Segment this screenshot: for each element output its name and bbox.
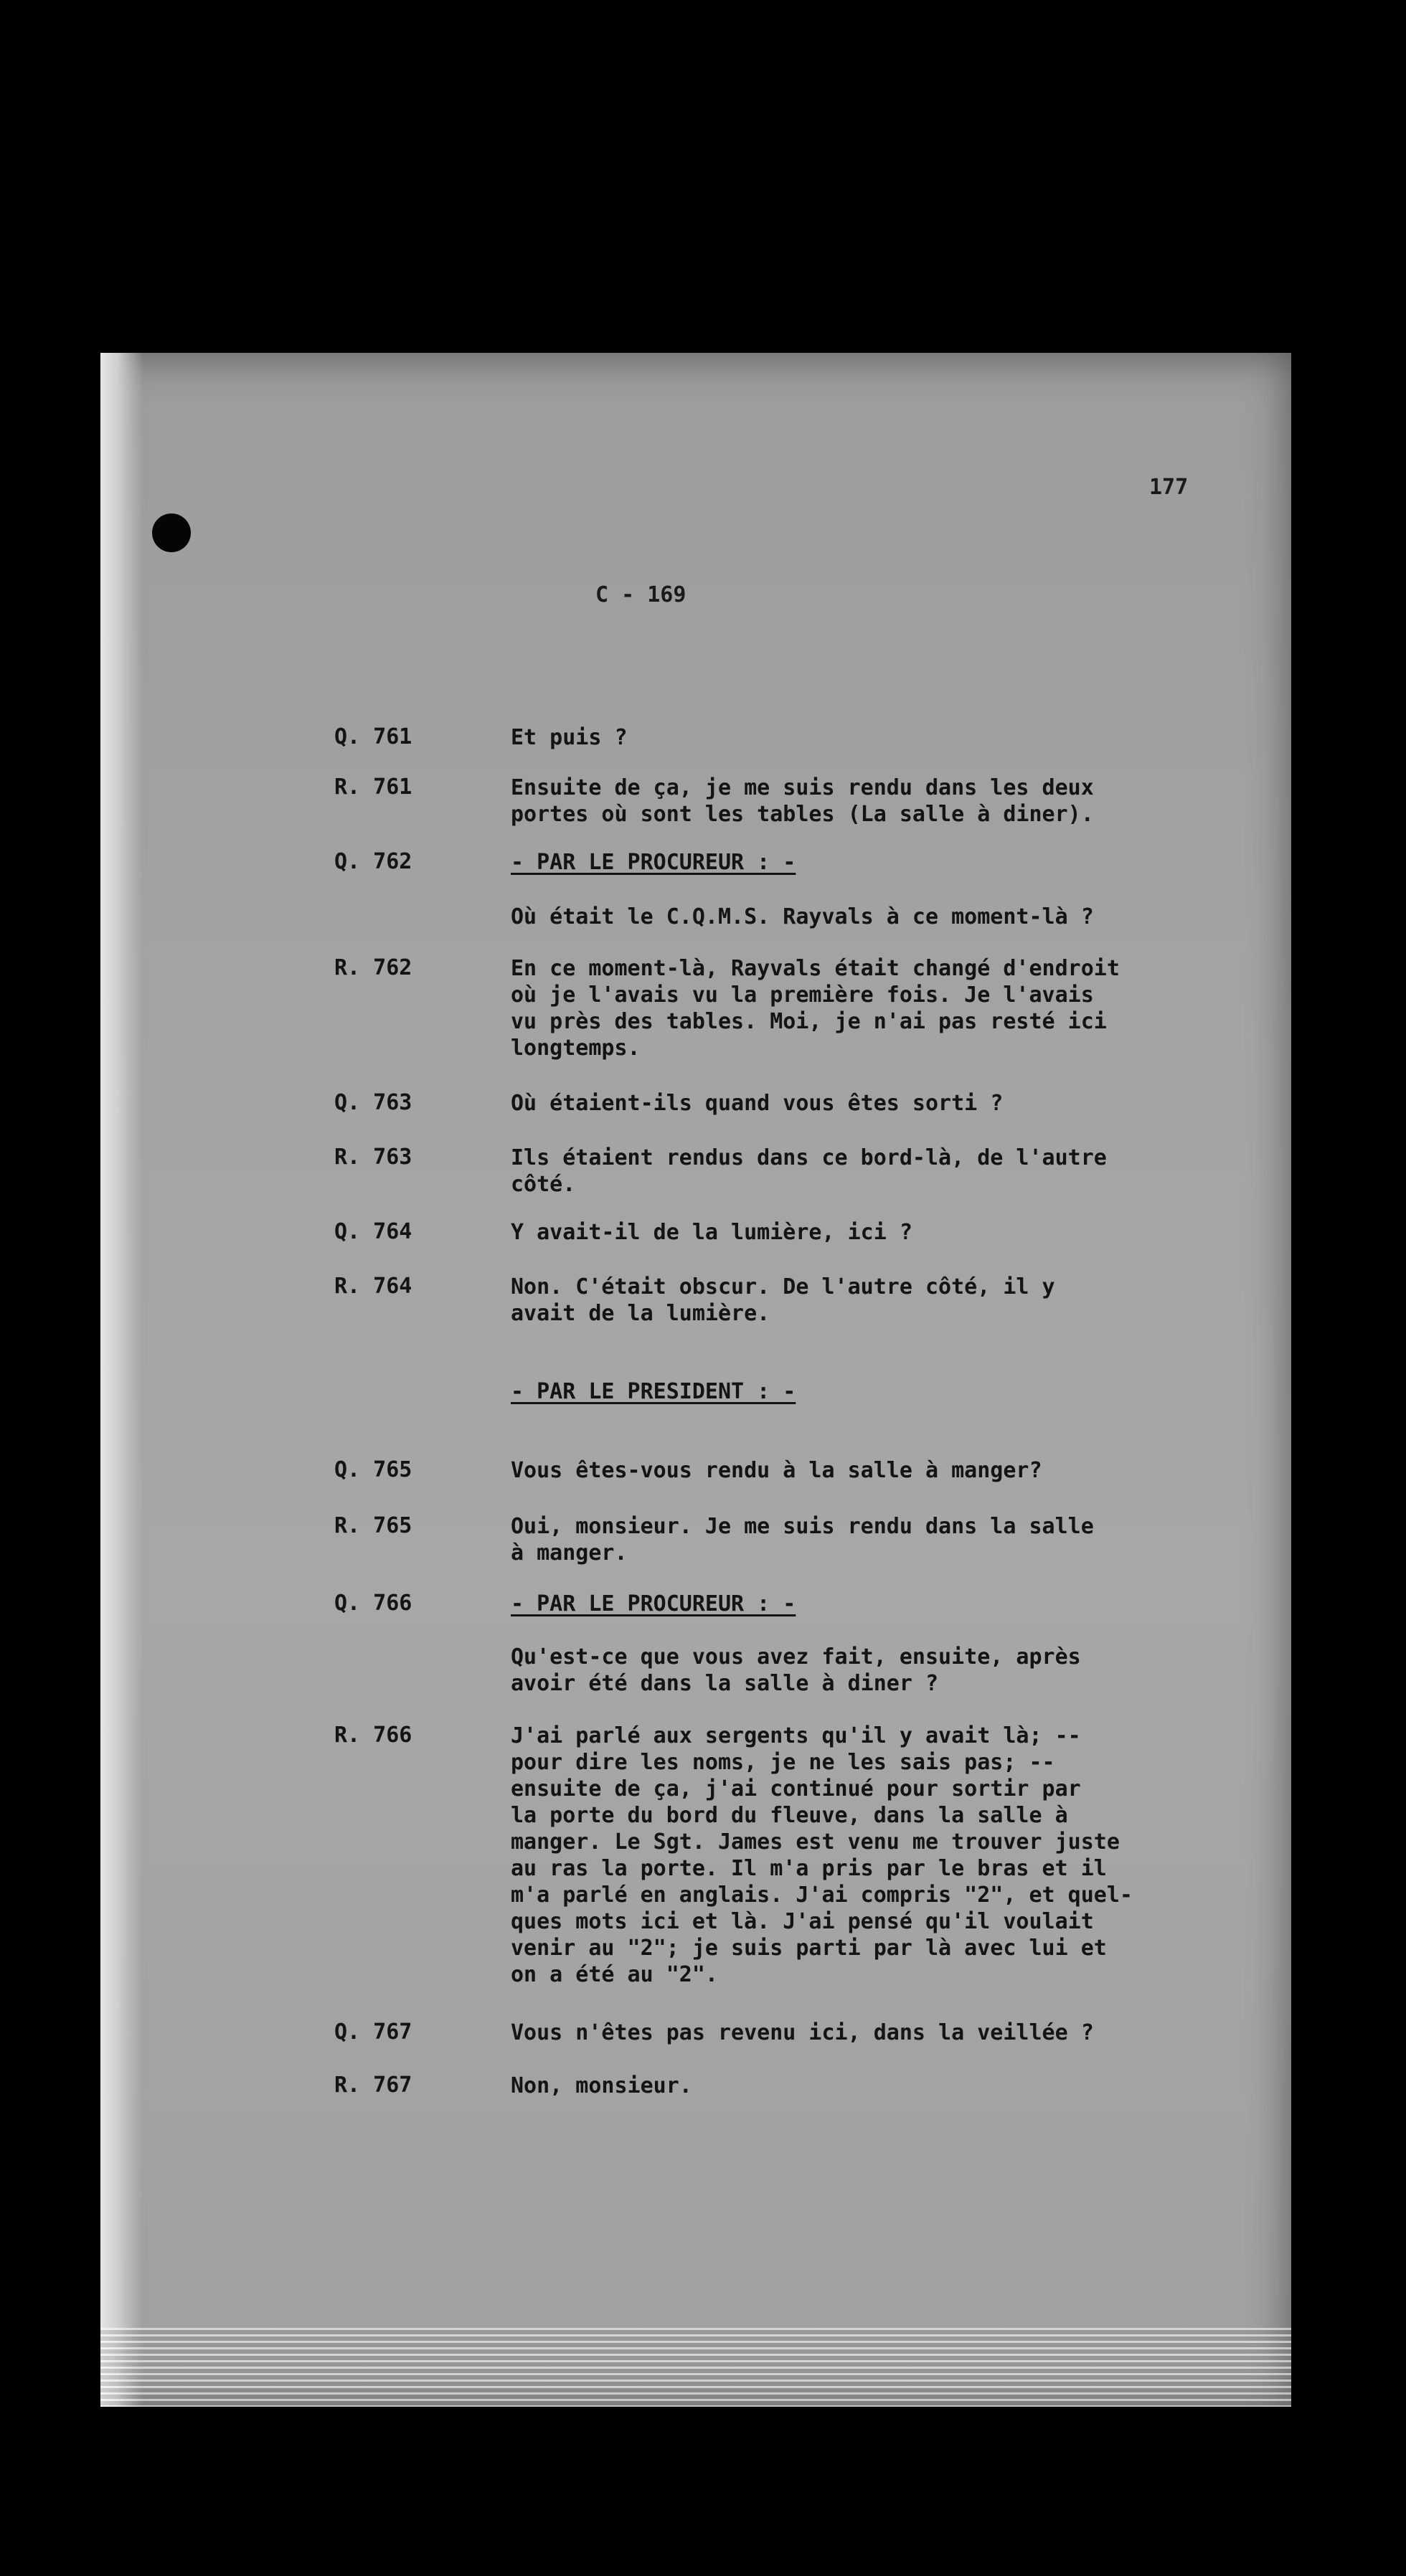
punch-hole-mark [152,513,191,552]
entry-text: Où était le C.Q.M.S. Rayvals à ce moment-là ? [511,904,1094,929]
entry-text: Où étaient-ils quand vous êtes sorti ? [511,1091,1004,1116]
entry-label: Q. 767 [334,2019,412,2045]
entry-text: Ils étaient rendus dans ce bord-là, de l'autre côté. [511,1145,1107,1197]
entry-text: Et puis ? [511,725,628,750]
file-reference: C - 169 [595,582,687,607]
entry-text: En ce moment-là, Rayvals était changé d'endroit où je l'avais vu la première fois. Je l'avais vu près des tables. Moi, je n'ai pas resté ici longtemps. [511,956,1120,1061]
entry-text: Ensuite de ça, je me suis rendu dans les deux portes où sont les tables (La salle à diner). [511,775,1094,827]
entry-label: R. 762 [334,955,412,980]
entry-label: Q. 764 [334,1219,412,1244]
section-heading-president: - PAR LE PRESIDENT : - [511,1379,796,1404]
entry-text: Y avait-il de la lumière, ici ? [511,1220,912,1245]
entry-text: Qu'est-ce que vous avez fait, ensuite, après avoir été dans la salle à diner ? [511,1644,1081,1696]
entry-label: Q. 765 [334,1457,412,1482]
entry-label: R. 767 [334,2073,412,2098]
entry-text: Vous êtes-vous rendu à la salle à manger? [511,1458,1042,1483]
entry-text: Oui, monsieur. Je me suis rendu dans la salle à manger. [511,1514,1094,1566]
document-page [100,353,1291,2407]
entry-label: R. 766 [334,1723,412,1748]
section-heading-procureur: - PAR LE PROCUREUR : - [511,850,796,875]
entry-label: Q. 763 [334,1090,412,1115]
entry-text: J'ai parlé aux sergents qu'il y avait là; -- pour dire les noms, je ne les sais pas; -- ensuite de ça, j'ai continué pour sortir par la porte du bord du fleuve, dans la salle à manger. Le Sgt. James est venu me trouver juste au ras la porte. Il m'a pris par le bras et il m'a parlé en anglais. J'ai compris "2", et quel- ques mots ici et là. J'ai pensé qu'il voulait venir au "2"; je suis parti par là avec lui et on a été au "2". [511,1723,1133,1987]
entry-label: R. 764 [334,1274,412,1299]
entry-text: Vous n'êtes pas revenu ici, dans la veillée ? [511,2020,1094,2045]
entry-label: R. 765 [334,1513,412,1538]
entry-text: Non, monsieur. [511,2073,692,2098]
entry-label: Q. 762 [334,849,412,874]
entry-label: Q. 766 [334,1591,412,1616]
section-heading-procureur: - PAR LE PROCUREUR : - [511,1591,796,1616]
entry-label: R. 763 [334,1145,412,1170]
entry-text: Non. C'était obscur. De l'autre côté, il y avait de la lumière. [511,1274,1055,1326]
page-number: 177 [1149,475,1189,500]
entry-label: R. 761 [334,775,412,800]
entry-label: Q. 761 [334,724,412,749]
